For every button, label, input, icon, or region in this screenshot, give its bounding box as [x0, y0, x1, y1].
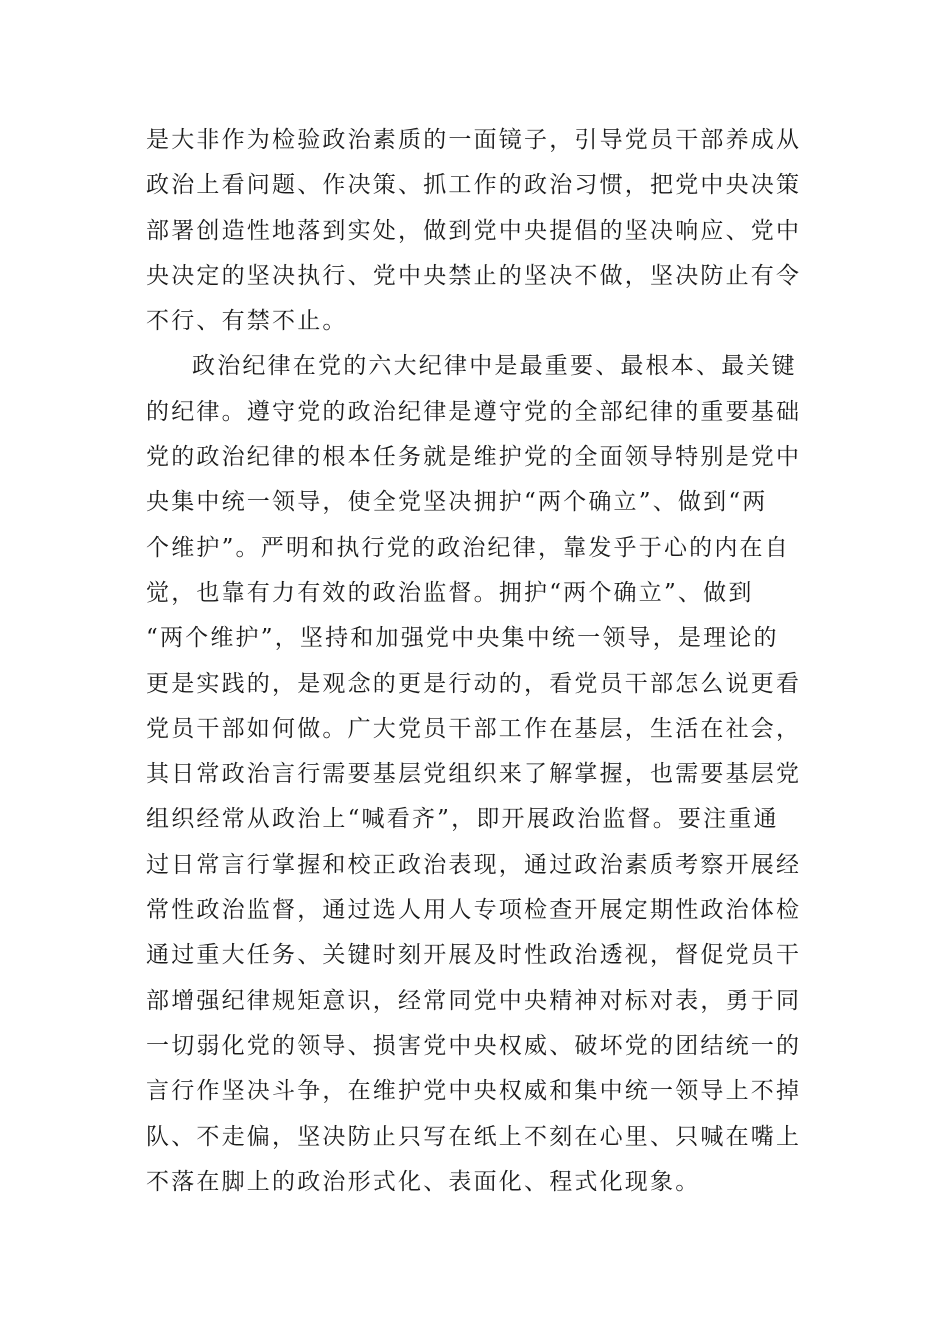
text-line: 是大非作为检验政治素质的一面镜子，引导党员干部养成从 [146, 127, 802, 153]
text-line: 言行作坚决斗争，在维护党中央权威和集中统一领导上不掉 [146, 1078, 802, 1105]
text-line: 觉，也靠有力有效的政治监督。拥护“两个确立”、做到 [146, 579, 754, 606]
text-line: 政治上看问题、作决策、抓工作的政治习惯，把党中央决策 [146, 172, 802, 199]
text-line: 不行、有禁不止。 [146, 308, 348, 335]
text-line: 更是实践的，是观念的更是行动的，看党员干部怎么说更看 [146, 670, 802, 697]
text-line: 不落在脚上的政治形式化、表面化、程式化现象。 [146, 1168, 701, 1195]
text-line: 组织经常从政治上“喊看齐”，即开展政治监督。要注重通 [146, 806, 779, 833]
text-line: 的纪律。遵守党的政治纪律是遵守党的全部纪律的重要基础 [146, 398, 802, 425]
text-line: 部署创造性地落到实处，做到党中央提倡的坚决响应、党中 [146, 217, 802, 244]
text-line: 部增强纪律规矩意识，经常同党中央精神对标对表，勇于同 [146, 987, 802, 1014]
text-line: 一切弱化党的领导、损害党中央权威、破坏党的团结统一的 [146, 1032, 802, 1059]
paragraph-1 [146, 118, 816, 344]
text-line: “两个维护”，坚持和加强党中央集中统一领导，是理论的 [146, 625, 779, 652]
text-line: 常性政治监督，通过选人用人专项检查开展定期性政治体检 [146, 897, 802, 924]
text-line: 党的政治纪律的根本任务就是维护党的全面领导特别是党中 [146, 444, 802, 471]
text-line: 队、不走偏，坚决防止只写在纸上不刻在心里、只喊在嘴上 [146, 1123, 802, 1150]
text-line: 个维护”。严明和执行党的政治纪律，靠发乎于心的内在自 [146, 534, 790, 561]
text-line: 通过重大任务、关键时刻开展及时性政治透视，督促党员干 [146, 942, 802, 969]
text-line: 党员干部如何做。广大党员干部工作在基层，生活在社会， [146, 715, 802, 742]
paragraph-2 [146, 344, 816, 1205]
text-line: 其日常政治言行需要基层党组织来了解掌握，也需要基层党 [146, 761, 802, 788]
text-line: 央决定的坚决执行、党中央禁止的坚决不做，坚决防止有令 [146, 262, 802, 289]
text-line: 过日常言行掌握和校正政治表现，通过政治素质考察开展经 [146, 851, 802, 878]
text-line: 央集中统一领导，使全党坚决拥护“两个确立”、做到“两 [146, 489, 768, 516]
body-text [146, 118, 816, 1205]
text-line: 政治纪律在党的六大纪律中是最重要、最根本、最关键 [192, 353, 797, 380]
